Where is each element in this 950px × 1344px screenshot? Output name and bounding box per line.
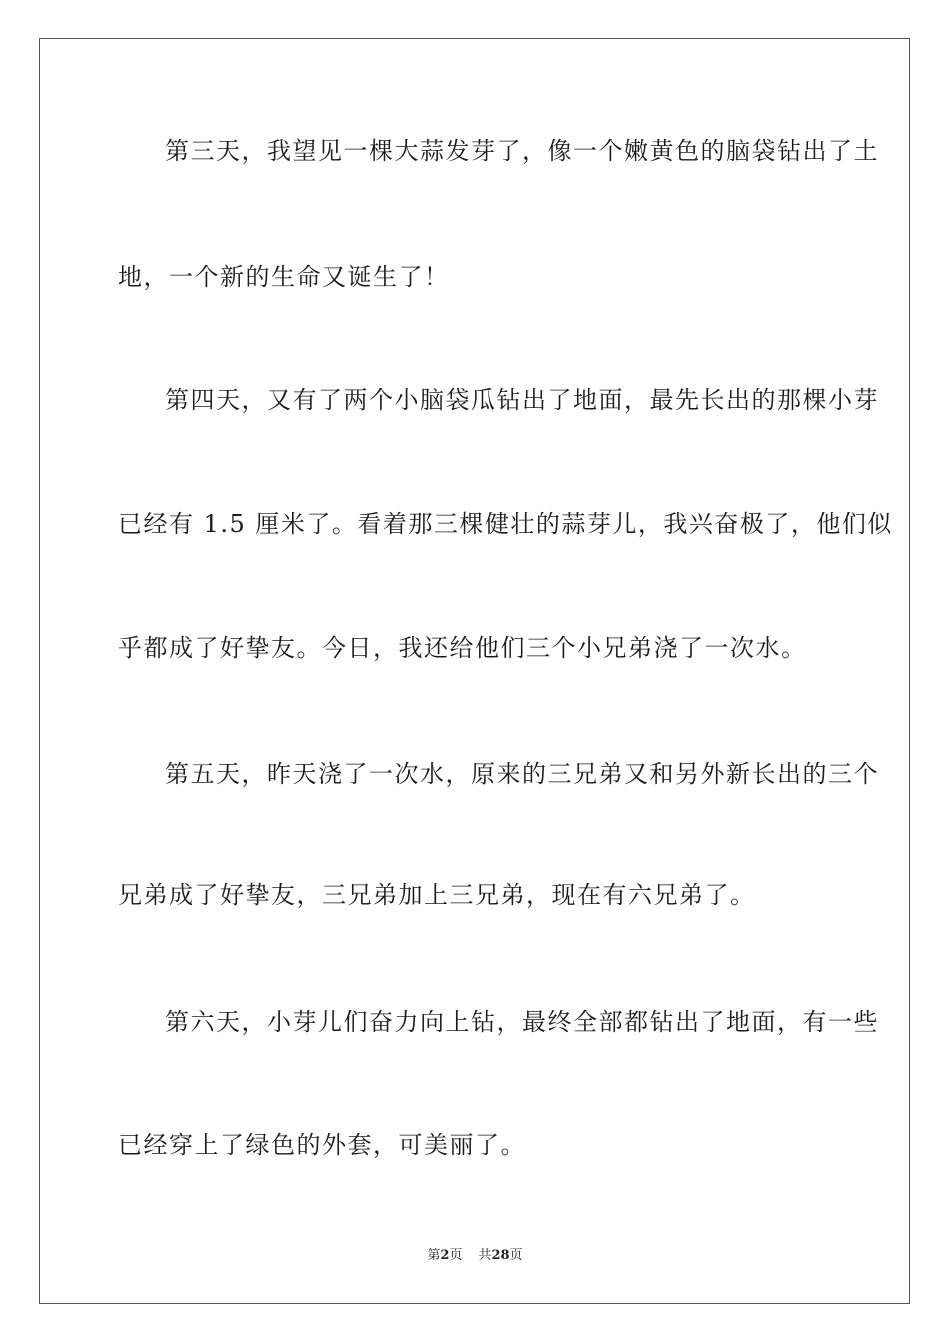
paragraph-1-line-1: 第三天，我望见一棵大蒜发芽了，像一个嫩黄色的脑袋钻出了土 bbox=[165, 137, 879, 165]
paragraph-3-line-1: 第五天，昨天浇了一次水，原来的三兄弟又和另外新长出的三个 bbox=[165, 760, 879, 788]
footer-total-pages: 28 bbox=[491, 1248, 510, 1263]
paragraph-2-line-3: 乎都成了好挚友。今日，我还给他们三个小兄弟浇了一次水。 bbox=[118, 634, 807, 662]
footer-page-prefix: 第 bbox=[427, 1248, 441, 1263]
paragraph-4-line-1: 第六天，小芽儿们奋力向上钻，最终全部都钻出了地面，有一些 bbox=[165, 1008, 879, 1036]
paragraph-2-line-1: 第四天，又有了两个小脑袋瓜钻出了地面，最先长出的那棵小芽 bbox=[165, 386, 879, 414]
paragraph-4-line-2: 已经穿上了绿色的外套，可美丽了。 bbox=[118, 1131, 526, 1159]
paragraph-3-line-2: 兄弟成了好挚友，三兄弟加上三兄弟，现在有六兄弟了。 bbox=[118, 881, 756, 909]
footer-total-suffix: 页 bbox=[509, 1248, 523, 1263]
page-border bbox=[39, 38, 910, 1304]
footer-page-number: 2 bbox=[440, 1248, 450, 1263]
footer-total-prefix: 共 bbox=[478, 1248, 492, 1263]
paragraph-2-line-2: 已经有 1.5 厘米了。看着那三棵健壮的蒜芽儿，我兴奋极了，他们似 bbox=[118, 510, 893, 538]
paragraph-1-line-2: 地，一个新的生命又诞生了！ bbox=[118, 263, 450, 291]
page-footer bbox=[0, 1247, 950, 1265]
footer-page-suffix: 页 bbox=[449, 1248, 463, 1263]
